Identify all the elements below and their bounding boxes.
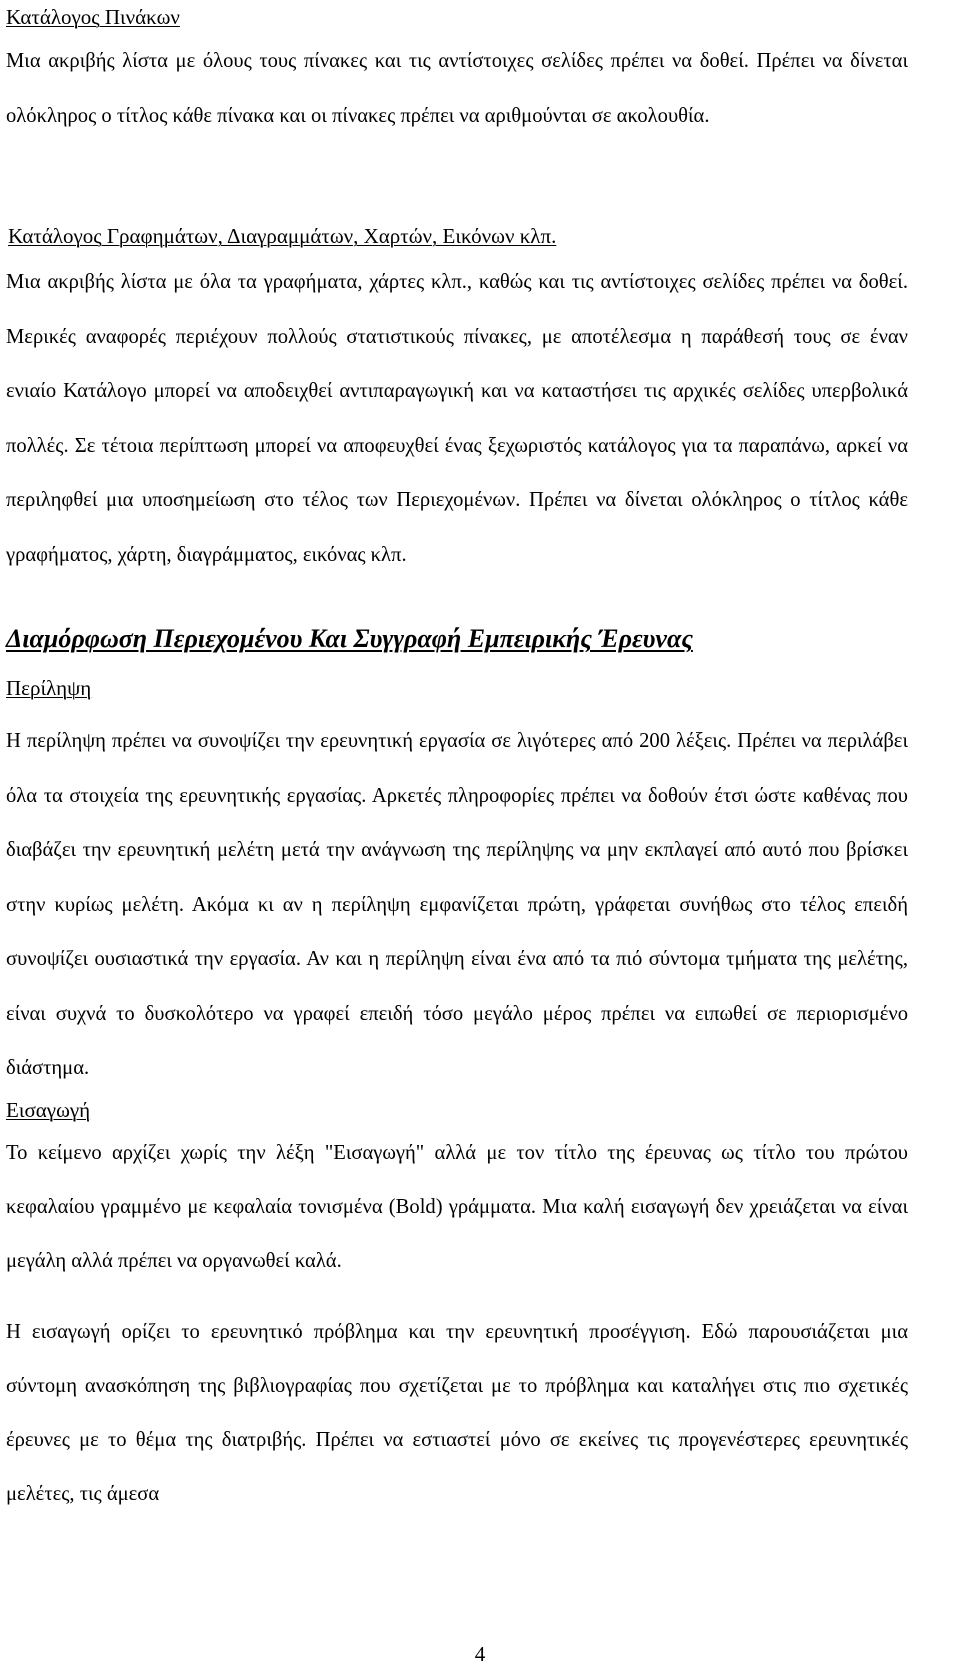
abstract-heading: Περίληψη (6, 676, 92, 700)
introduction-heading: Εισαγωγή (6, 1098, 91, 1122)
introduction-paragraph-1: Το κείμενο αρχίζει χωρίς την λέξη "Εισαγωγή" αλλά με τον τίτλο της έρευνας ως τίτλο του πρώτου κεφαλαίου γραμμένο με κεφαλαία τονισμένα (Bold) γράμματα. Μια καλή εισαγωγή δεν χρειάζεται να είναι μεγάλη αλλά πρέπει να οργανωθεί καλά. (6, 1142, 908, 1272)
page-number: 4 (474, 1642, 486, 1666)
introduction-paragraph-2: Η εισαγωγή ορίζει το ερευνητικό πρόβλημα και την ερευνητική προσέγγιση. Εδώ παρουσιάζεται μια σύντομη ανασκόπηση της βιβλιογραφίας που σχετίζεται με το πρόβλημα και καταλήγει στις πιο σχετικές έρευνες με το θέμα της διατριβής. Πρέπει να εστιαστεί μόνο σε εκείνες τις προγενέστερες ερευνητικές μελέτες, τις άμεσα (6, 1321, 908, 1505)
list-of-tables-paragraph: Μια ακριβής λίστα με όλους τους πίνακες και τις αντίστοιχες σελίδες πρέπει να δοθεί. Πρέπει να δίνεται ολόκληρος ο τίτλος κάθε πίνακα και οι πίνακες πρέπει να αριθμούνται σε ακολουθία. (6, 50, 908, 127)
abstract-paragraph: Η περίληψη πρέπει να συνοψίζει την ερευνητική εργασία σε λιγότερες από 200 λέξεις. Πρέπει να περιλάβει όλα τα στοιχεία της ερευνητικής εργασίας. Αρκετές πληροφορίες πρέπει να δοθούν έτσι ώστε καθένας που διαβάζει την ερευνητική μελέτη μετά την ανάγνωση της περίληψης να μην εκπλαγεί από αυτό που βρίσκει στην κυρίως μελέτη. Ακόμα κι αν η περίληψη εμφανίζεται πρώτη, γράφεται συνήθως στο τέλος επειδή συνοψίζει ουσιαστικά την εργασία. Αν και η περίληψη είναι ένα από τα πιό σύντομα τμήματα της μελέτης, είναι συχνά το δυσκολότερο να γραφεί επειδή τόσο μεγάλο μέρος πρέπει να ειπωθεί σε περιορισμένο διάστημα. (6, 730, 908, 1079)
list-of-tables-heading: Κατάλογος Πινάκων (6, 5, 180, 29)
section-main-heading: Διαμόρφωση Περιεχομένου Και Συγγραφή Εμπειρικής Έρευνας (6, 624, 693, 653)
list-of-figures-paragraph: Μια ακριβής λίστα με όλα τα γραφήματα, χάρτες κλπ., καθώς και τις αντίστοιχες σελίδες πρέπει να δοθεί. Μερικές αναφορές περιέχουν πολλούς στατιστικούς πίνακες, με αποτέλεσμα η παράθεσή τους σε έναν ενιαίο Κατάλογο μπορεί να αποδειχθεί αντιπαραγωγική και να καταστήσει τις αρχικές σελίδες υπερβολικά πολλές. Σε τέτοια περίπτωση μπορεί να αποφευχθεί ένας ξεχωριστός κατάλογος για τα παραπάνω, αρκεί να περιληφθεί μια υποσημείωση στο τέλος των Περιεχομένων. Πρέπει να δίνεται ολόκληρος ο τίτλος κάθε γραφήματος, χάρτη, διαγράμματος, εικόνας κλπ. (6, 271, 908, 566)
list-of-figures-heading: Κατάλογος Γραφημάτων, Διαγραμμάτων, Χαρτών, Εικόνων κλπ. (8, 224, 557, 248)
